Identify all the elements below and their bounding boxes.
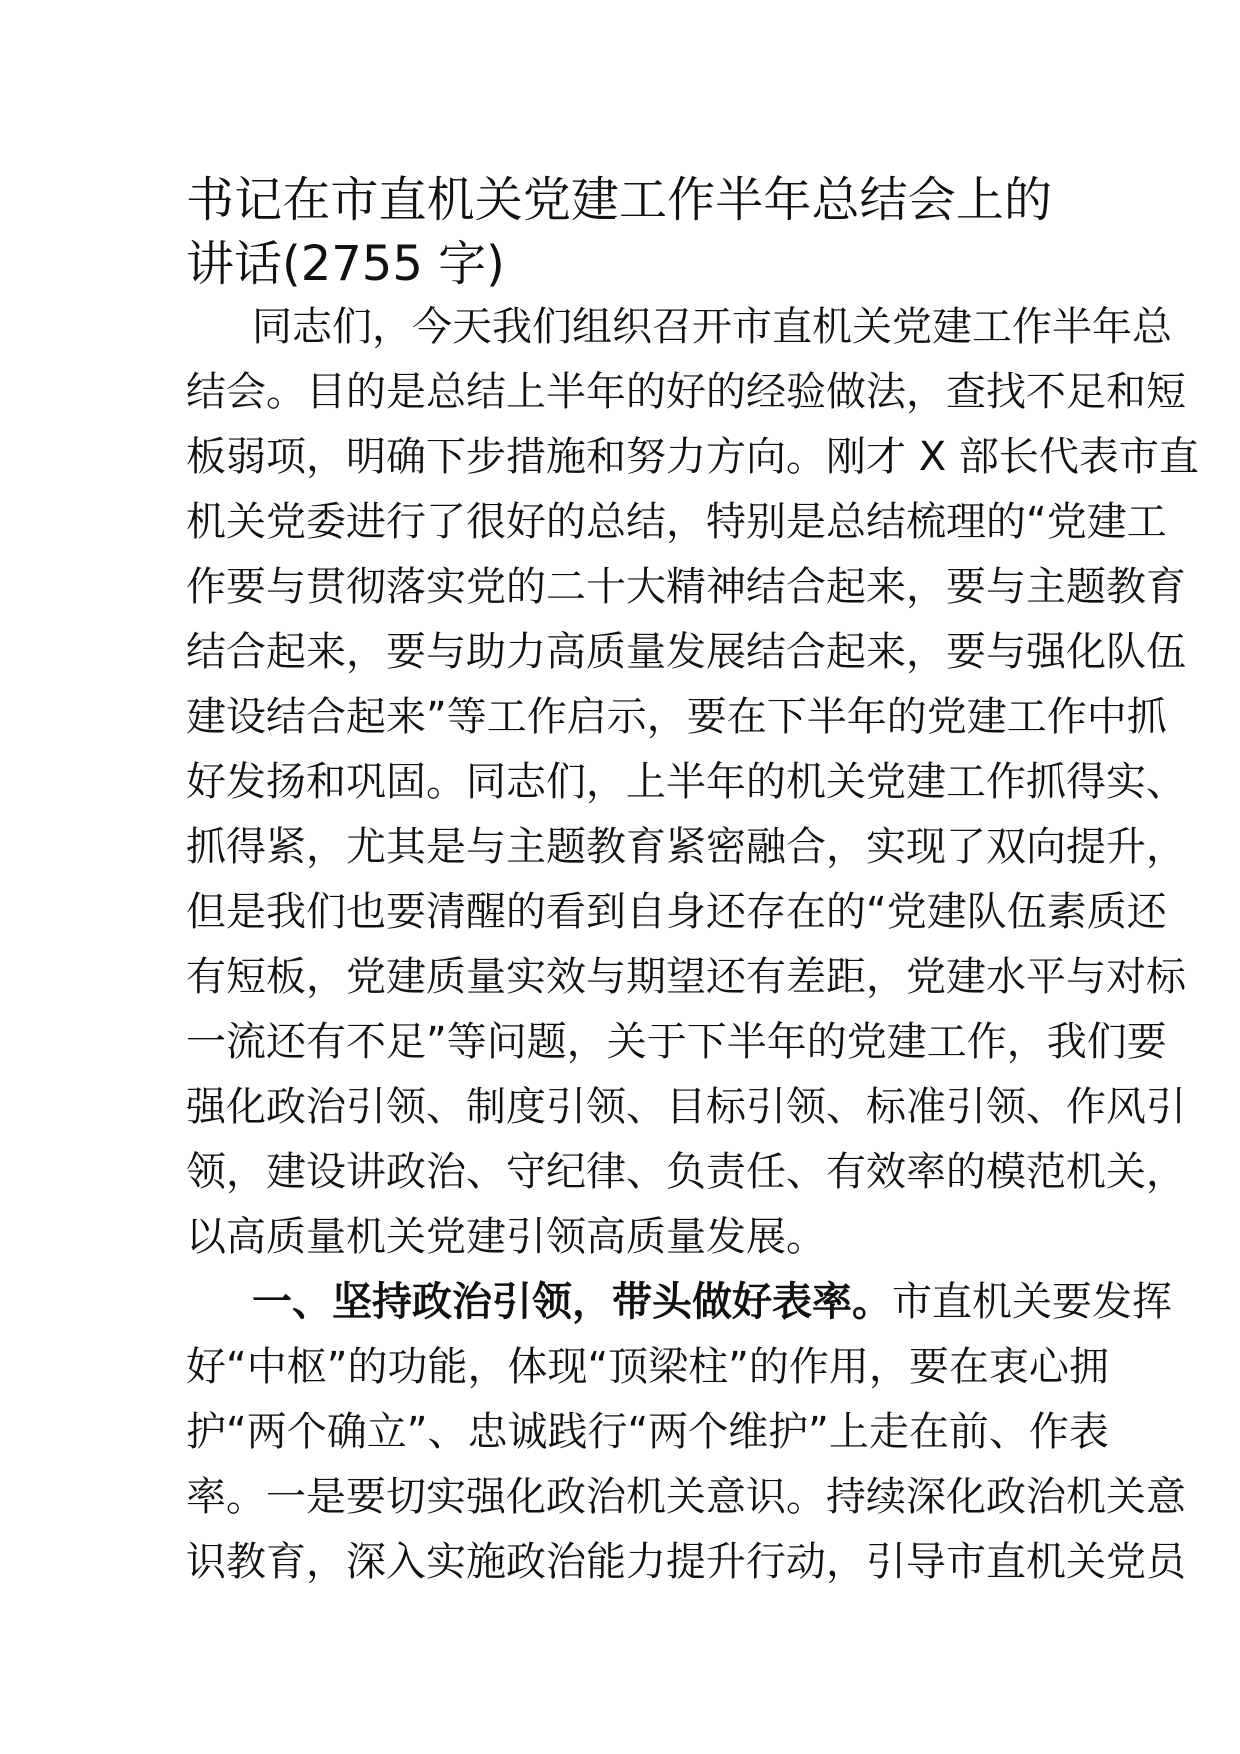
- text-line: 但是我们也要清醒的看到自身还存在的“党建队伍素质还: [186, 889, 1167, 935]
- text-line: 建设结合起来”等工作启示，要在下半年的党建工作中抓: [186, 694, 1167, 740]
- text-line: 好发扬和巩固。同志们，上半年的机关党建工作抓得实、: [186, 759, 1186, 805]
- text-run: 市直机关要发挥: [892, 1279, 1172, 1325]
- text-line: 同志们，今天我们组织召开市直机关党建工作半年总: [252, 304, 1172, 350]
- text-line: 领，建设讲政治、守纪律、负责任、有效率的模范机关，: [186, 1149, 1186, 1195]
- document-body: [186, 295, 1199, 1595]
- text-line: 率。一是要切实强化政治机关意识。持续深化政治机关意: [186, 1474, 1186, 1520]
- title-line: 书记在市直机关党建工作半年总结会上的: [186, 172, 1052, 228]
- text-line: 结会。目的是总结上半年的好的经验做法，查找不足和短: [186, 369, 1186, 415]
- title-line: 讲话(2755 字): [186, 236, 505, 292]
- text-line: 护“两个确立”、忠诚践行“两个维护”上走在前、作表: [186, 1409, 1109, 1455]
- text-line: 作要与贯彻落实党的二十大精神结合起来，要与主题教育: [186, 564, 1186, 610]
- text-line: 抓得紧，尤其是与主题教育紧密融合，实现了双向提升，: [186, 824, 1186, 870]
- text-line: 机关党委进行了很好的总结，特别是总结梳理的“党建工: [186, 499, 1167, 545]
- paragraph-intro: [186, 295, 1199, 1270]
- text-line: 一流还有不足”等问题，关于下半年的党建工作，我们要: [186, 1019, 1167, 1065]
- text-line: 以高质量机关党建引领高质量发展。: [186, 1214, 826, 1260]
- text-line: 板弱项，明确下步措施和努力方向。刚才 X 部长代表市直: [186, 434, 1199, 480]
- paragraph-section-one: [186, 1270, 1186, 1595]
- section-heading: 一、坚持政治引领，带头做好表率。: [252, 1279, 892, 1325]
- text-line: 有短板，党建质量实效与期望还有差距，党建水平与对标: [186, 954, 1186, 1000]
- text-line: 好“中枢”的功能，体现“顶梁柱”的作用，要在衷心拥: [186, 1344, 1109, 1390]
- text-line: 结合起来，要与助力高质量发展结合起来，要与强化队伍: [186, 629, 1186, 675]
- text-line: 强化政治引领、制度引领、目标引领、标准引领、作风引: [186, 1084, 1186, 1130]
- text-line: 识教育，深入实施政治能力提升行动，引导市直机关党员: [186, 1539, 1186, 1585]
- document-title: [186, 168, 1052, 296]
- text-line: [186, 1270, 1172, 1335]
